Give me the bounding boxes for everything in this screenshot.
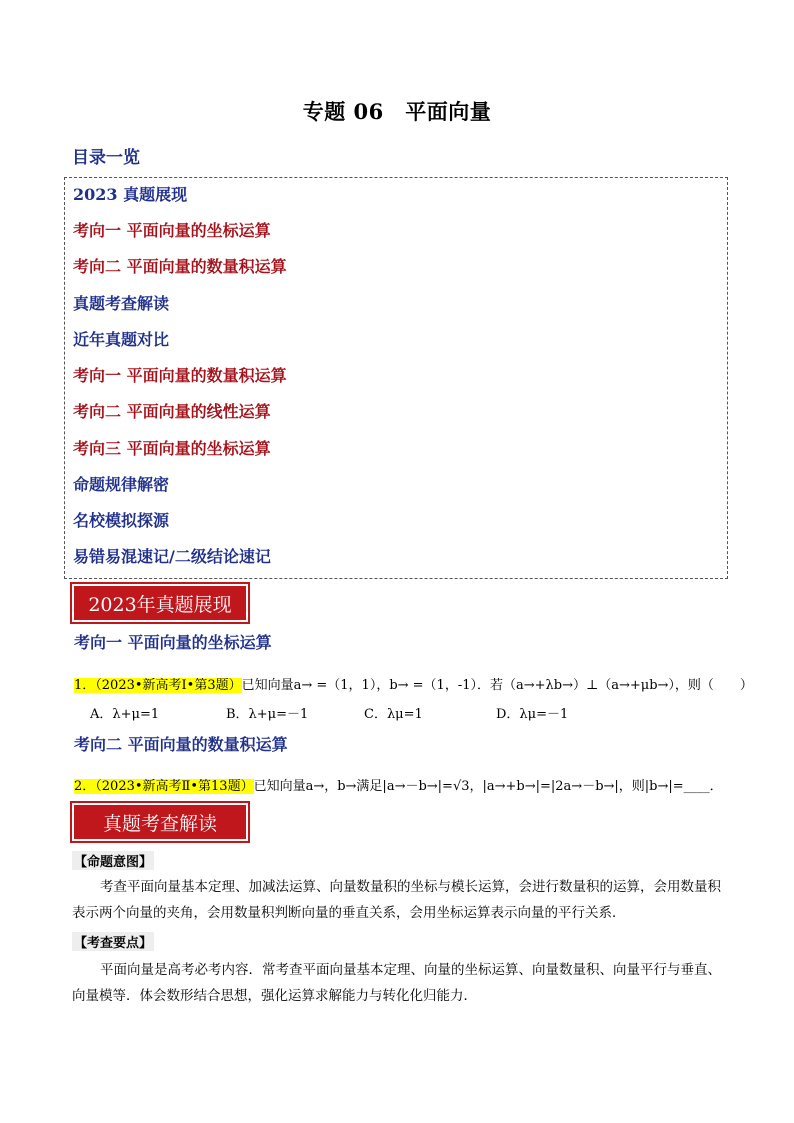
section-banner-2023: 2023年真题展现 [74,586,246,620]
question-source: 1．（2023•新高考Ⅰ•第3题） [74,678,242,693]
paragraph-intent: 考查平面向量基本定理、加减法运算、向量数量积的坐标与模长运算，会进行数量积的运算，会用数量积表示两个向量的夹角，会用数量积判断向量的垂直关系，会用坐标运算表示向量的平行关系． [72,879,721,921]
toc-item[interactable]: 考向二 平面向量的数量积运算 [73,257,287,276]
toc-item[interactable]: 考向三 平面向量的坐标运算 [73,439,271,458]
option-b[interactable]: B．λ+μ=－1 [226,707,309,722]
toc-item[interactable]: 2023 真题展现 [73,185,188,204]
toc-item[interactable]: 近年真题对比 [73,330,170,349]
toc-item[interactable]: 真题考查解读 [73,294,170,313]
topic-heading: 考向二 平面向量的数量积运算 [74,735,288,754]
question-source: 2．（2023•新高考Ⅱ•第13题） [74,779,254,794]
topic-heading: 考向一 平面向量的坐标运算 [74,633,272,652]
tag-intent: 【命题意图】 [72,851,154,870]
question-stem: 已知向量a→ =（1，1），b→ =（1，-1）．若（a→+λb→）⊥（a→+μb→），则（ ） [241,678,753,693]
option-d[interactable]: D．λμ=－1 [496,707,569,722]
toc-item[interactable]: 考向二 平面向量的线性运算 [73,402,271,421]
toc-item[interactable]: 名校模拟探源 [73,511,170,530]
toc-box [64,177,728,579]
question-1 [74,674,753,693]
toc-heading: 目录一览 [72,148,140,168]
toc-item[interactable]: 考向一 平面向量的数量积运算 [73,366,287,385]
toc-item[interactable]: 易错易混速记/二级结论速记 [73,547,271,566]
toc-item[interactable]: 考向一 平面向量的坐标运算 [73,221,271,240]
question-2 [74,775,723,794]
page-title: 专题 06 平面向量 [302,99,492,124]
question-stem: 已知向量a→，b→满足|a→－b→|=√3，|a→+b→|=|2a→－b→|，则|b→|=____． [253,779,723,794]
tag-key-points: 【考查要点】 [72,932,154,951]
paragraph-key-points: 平面向量是高考必考内容．常考查平面向量基本定理、向量的坐标运算、向量数量积、向量平行与垂直、向量模等．体会数形结合思想，强化运算求解能力与转化化归能力． [72,962,721,1004]
section-banner-analysis: 真题考查解读 [74,805,246,839]
option-c[interactable]: C．λμ=1 [364,707,423,722]
option-a[interactable]: A．λ+μ=1 [90,707,160,722]
toc-item[interactable]: 命题规律解密 [73,475,170,494]
